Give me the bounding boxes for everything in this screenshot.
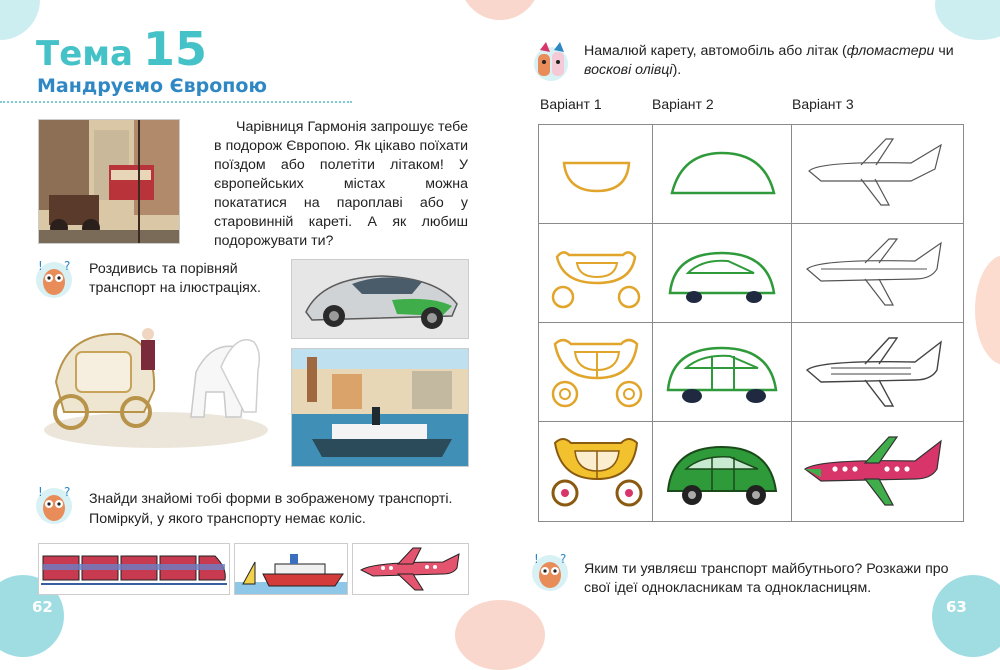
plane-step-1 (791, 125, 963, 223)
carriage-step-2 (539, 223, 652, 322)
page-number-right: 63 (946, 598, 967, 616)
drawing-steps-grid (538, 124, 964, 522)
instruction-or: чи (934, 43, 954, 59)
topic-heading (36, 22, 207, 76)
svg-text:!: ! (38, 259, 43, 273)
plane-step-2 (791, 223, 963, 322)
kids-mascot-icon (530, 40, 572, 87)
task-compare-transport: Роздивись та порівняй транспорт на ілюстраціях. (89, 261, 261, 296)
variant-3-label: Варіант 3 (792, 96, 854, 112)
corner-blob-top-left (0, 0, 40, 40)
svg-text:?: ? (64, 485, 71, 499)
car-step-2 (652, 223, 791, 322)
edge-blob-right (975, 255, 1000, 365)
instruction-end: ). (672, 62, 682, 78)
svg-text:!: ! (38, 485, 43, 499)
plane-drawing (352, 543, 469, 595)
corner-blob-top-right (935, 0, 1000, 40)
topic-subtitle: Мандруємо Європою (37, 75, 267, 97)
carriage-figurine-illustration (36, 312, 268, 457)
page-number-left: 62 (32, 598, 53, 616)
variant-2-label: Варіант 2 (652, 96, 714, 112)
intro-paragraph: Чарівниця Гармонія запрошує тебе в подорож Європою. Як цікаво поїхати поїздом або полетіти літаком! У європейських містах можна покататися на пароплаві або у старовинній кареті. А як любиш подорожувати ти? (214, 119, 468, 249)
topic-word: Тема (36, 34, 133, 74)
task-find-shapes-line1: Знайди знайомі тобі форми в зображеному транспорті. (89, 491, 453, 507)
owl-mascot-icon (34, 484, 74, 531)
carriage-step-3 (539, 322, 652, 421)
corner-blob-top-center (460, 0, 540, 20)
task-find-shapes-line2: Поміркуй, у якого транспорту немає коліс. (89, 511, 366, 527)
ship-drawing (234, 543, 348, 595)
variant-1-label: Варіант 1 (540, 96, 602, 112)
svg-text:?: ? (64, 259, 71, 273)
instruction-markers: фломастери (846, 43, 935, 59)
svg-text:?: ? (560, 552, 567, 566)
instruction-crayons: воскові олівці (584, 62, 673, 78)
city-tram-illustration (38, 119, 180, 244)
owl-mascot-icon (34, 258, 74, 305)
owl-mascot-icon (530, 551, 570, 598)
carriage-colored (539, 421, 652, 520)
car-step-3 (652, 322, 791, 421)
carriage-step-1 (539, 125, 652, 223)
train-drawing (38, 543, 230, 595)
plane-colored (791, 421, 963, 520)
svg-text:!: ! (534, 552, 539, 566)
dotted-divider (0, 101, 352, 103)
drawing-instruction (584, 42, 966, 80)
instruction-main: Намалюй карету, автомобіль або літак ( (584, 43, 847, 59)
future-transport-question: Яким ти уявляєш транспорт майбутнього? Розкажи про свої ідеї однокласникам та однокласницям. (584, 561, 949, 596)
topic-number: 15 (143, 22, 208, 76)
steamship-illustration (291, 348, 469, 467)
car-step-1 (652, 125, 791, 223)
bottom-center-blob (455, 600, 545, 670)
plane-step-3 (791, 322, 963, 421)
concept-car-illustration (291, 259, 469, 339)
car-colored (652, 421, 791, 520)
